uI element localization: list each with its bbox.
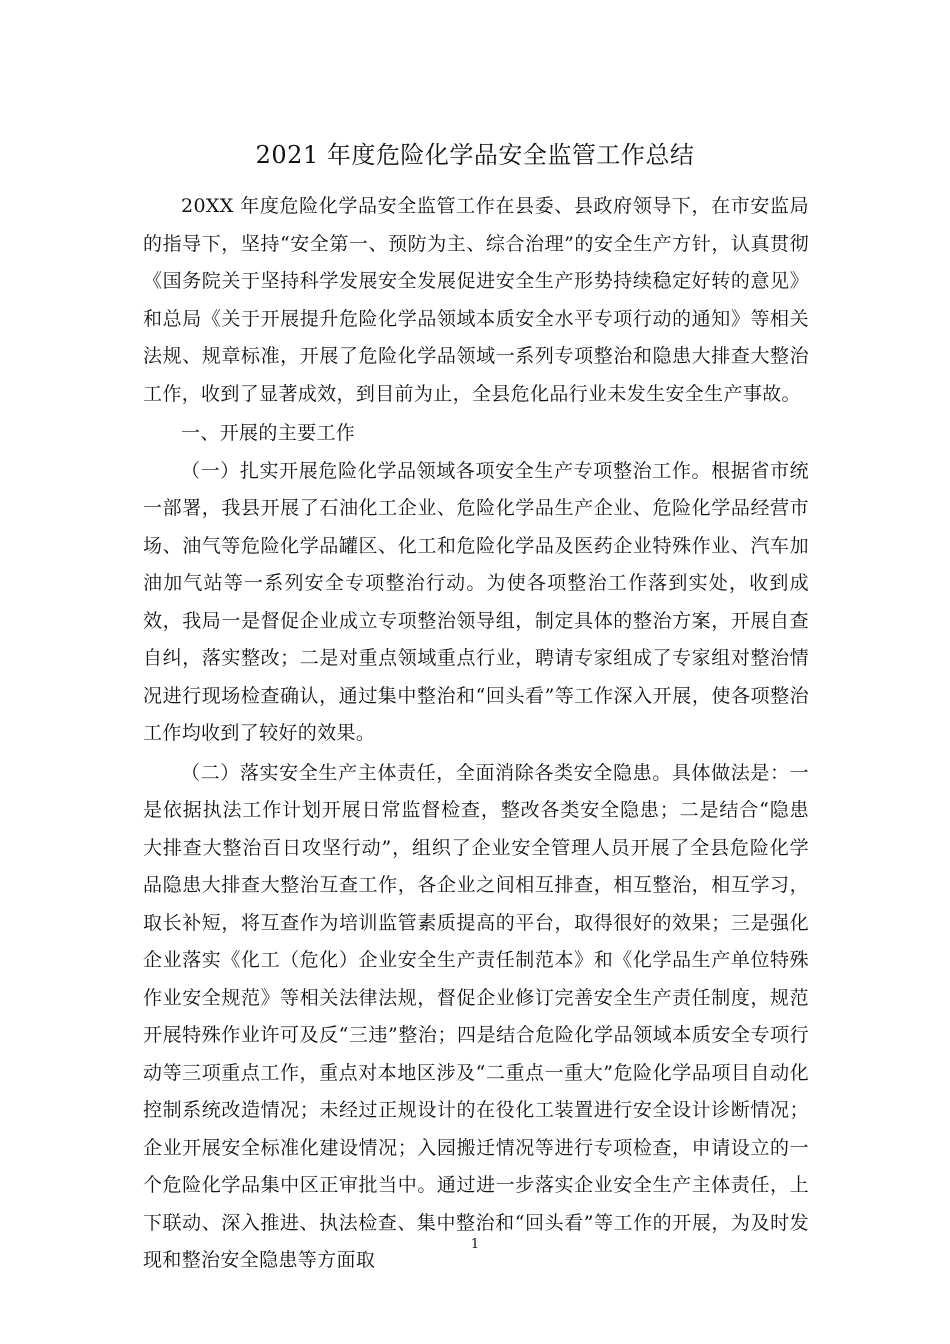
document-title: 2021 年度危险化学品安全监管工作总结 [255, 141, 695, 169]
paragraph-safety-responsibility: （二）落实安全生产主体责任，全面消除各类安全隐患。具体做法是：一是依据执法工作计划开展日常监督检查，整改各类安全隐患；二是结合“隐患大排查大整治百日攻坚行动”，组织了企业安全管理人员开展了全县危险化学品隐患大排查大整治互查工作，各企业之间相互排查，相互整治，相互学习，取长补短，将互查作为培训监管素质提高的平台，取得很好的效果；三是强化企业落实《化工（危化）企业安全生产责任制范本》和《化学品生产单位特殊作业安全规范》等相关法律法规，督促企业修订完善安全生产责任制度，规范开展特殊作业许可及反“三违”整治；四是结合危险化学品领域本质安全专项行动等三项重点工作，重点对本地区涉及“二重点一重大”危险化学品项目自动化控制系统改造情况；未经过正规设计的在役化工装置进行安全设计诊断情况；企业开展安全标准化建设情况；入园搬迁情况等进行专项检查，申请设立的一个危险化学品集中区正审批当中。通过进一步落实企业安全生产主体责任，上下联动、深入推进、执法检查、集中整治和“回头看”等工作的开展，为及时发现和整治安全隐患等方面取 [143, 761, 809, 1271]
intro-paragraph: 20XX 年度危险化学品安全监管工作在县委、县政府领导下，在市安监局的指导下，坚持“安全第一、预防为主、综合治理”的安全生产方针，认真贯彻《国务院关于坚持科学发展安全发展促进安全生产形势持续稳定好转的意见》和总局《关于开展提升危险化学品领域本质安全水平专项行动的通知》等相关法规、规章标准，开展了危险化学品领域一系列专项整治和隐患大排查大整治工作，收到了显著成效，到目前为止，全县危化品行业未发生安全生产事故。 [143, 195, 809, 405]
page-number: 1 [470, 1237, 480, 1252]
document-body [143, 188, 809, 1282]
paragraph-special-rectification: （一）扎实开展危险化学品领域各项安全生产专项整治工作。根据省市统一部署，我县开展了石油化工企业、危险化学品生产企业、危险化学品经营市场、油气等危险化学品罐区、化工和危险化学品及医药企业特殊作业、汽车加油加气站等一系列安全专项整治行动。为使各项整治工作落到实处，收到成效，我局一是督促企业成立专项整治领导组，制定具体的整治方案，开展自查自纠，落实整改；二是对重点领域重点行业，聘请专家组成了专家组对整治情况进行现场检查确认，通过集中整治和“回头看”等工作深入开展，使各项整治工作均收到了较好的效果。 [143, 459, 809, 744]
section-heading-main-work: 一、开展的主要工作 [181, 422, 356, 444]
